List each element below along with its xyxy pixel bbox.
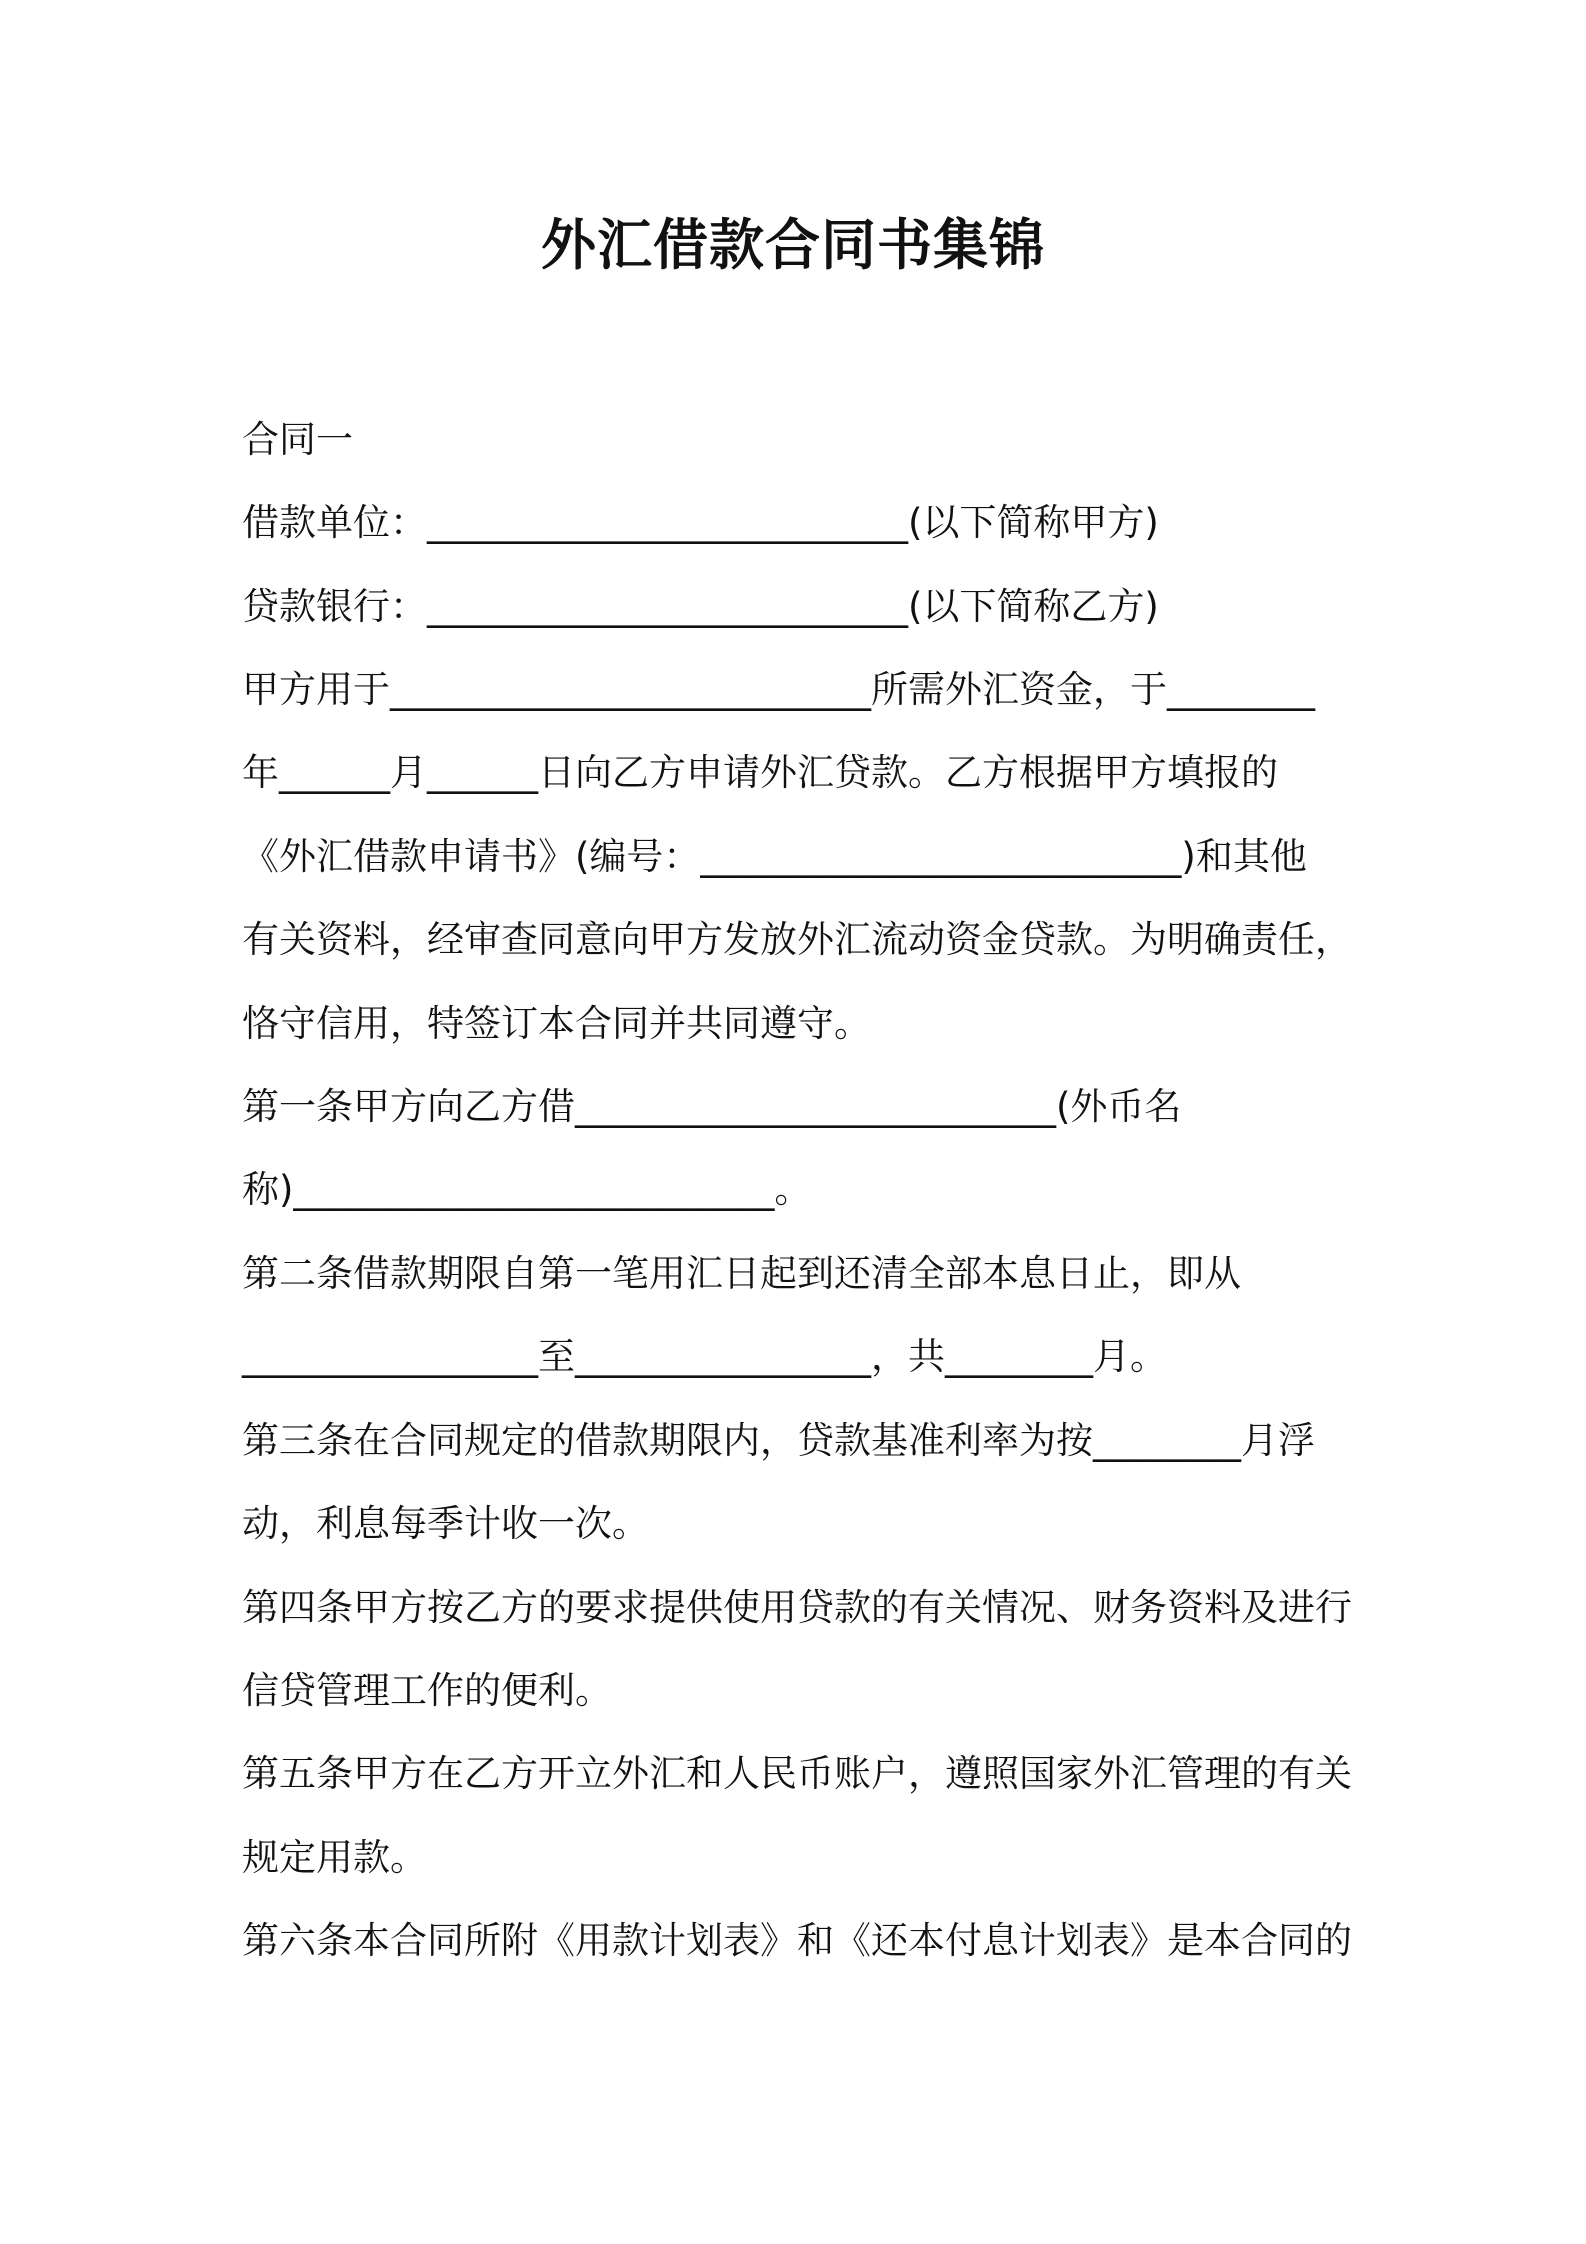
- article-1-line: 称)__________________________。: [242, 1168, 812, 1211]
- article-2-line: ________________至________________，共________月。: [242, 1335, 1167, 1378]
- article-6-line: 第六条本合同所附《用款计划表》和《还本付息计划表》是本合同的: [242, 1919, 1352, 1962]
- contract-heading: 合同一: [242, 418, 353, 461]
- paragraph-line: 年______月______日向乙方申请外汇贷款。乙方根据甲方填报的: [242, 751, 1278, 794]
- article-4-line: 第四条甲方按乙方的要求提供使用贷款的有关情况、财务资料及进行: [242, 1586, 1352, 1629]
- article-2-line: 第二条借款期限自第一笔用汇日起到还清全部本息日止，即从: [242, 1252, 1241, 1295]
- article-5-line: 规定用款。: [242, 1836, 427, 1879]
- document-title: 外汇借款合同书集锦: [540, 213, 1045, 277]
- paragraph-line: 借款单位：__________________________(以下简称甲方): [242, 501, 1159, 544]
- paragraph-line: 贷款银行：__________________________(以下简称乙方): [242, 585, 1159, 628]
- paragraph-line: 恪守信用，特签订本合同并共同遵守。: [242, 1002, 871, 1045]
- article-3-line: 第三条在合同规定的借款期限内，贷款基准利率为按________月浮: [242, 1419, 1315, 1462]
- paragraph-line: 甲方用于__________________________所需外汇资金，于________: [242, 668, 1315, 711]
- article-4-line: 信贷管理工作的便利。: [242, 1669, 612, 1712]
- article-1-line: 第一条甲方向乙方借__________________________(外币名: [242, 1085, 1182, 1128]
- article-5-line: 第五条甲方在乙方开立外汇和人民币账户，遵照国家外汇管理的有关: [242, 1752, 1352, 1795]
- paragraph-line: 有关资料，经审查同意向甲方发放外汇流动资金贷款。为明确责任，: [242, 918, 1352, 961]
- article-3-line: 动，利息每季计收一次。: [242, 1502, 649, 1545]
- paragraph-line: 《外汇借款申请书》(编号：__________________________)和其他: [242, 835, 1307, 878]
